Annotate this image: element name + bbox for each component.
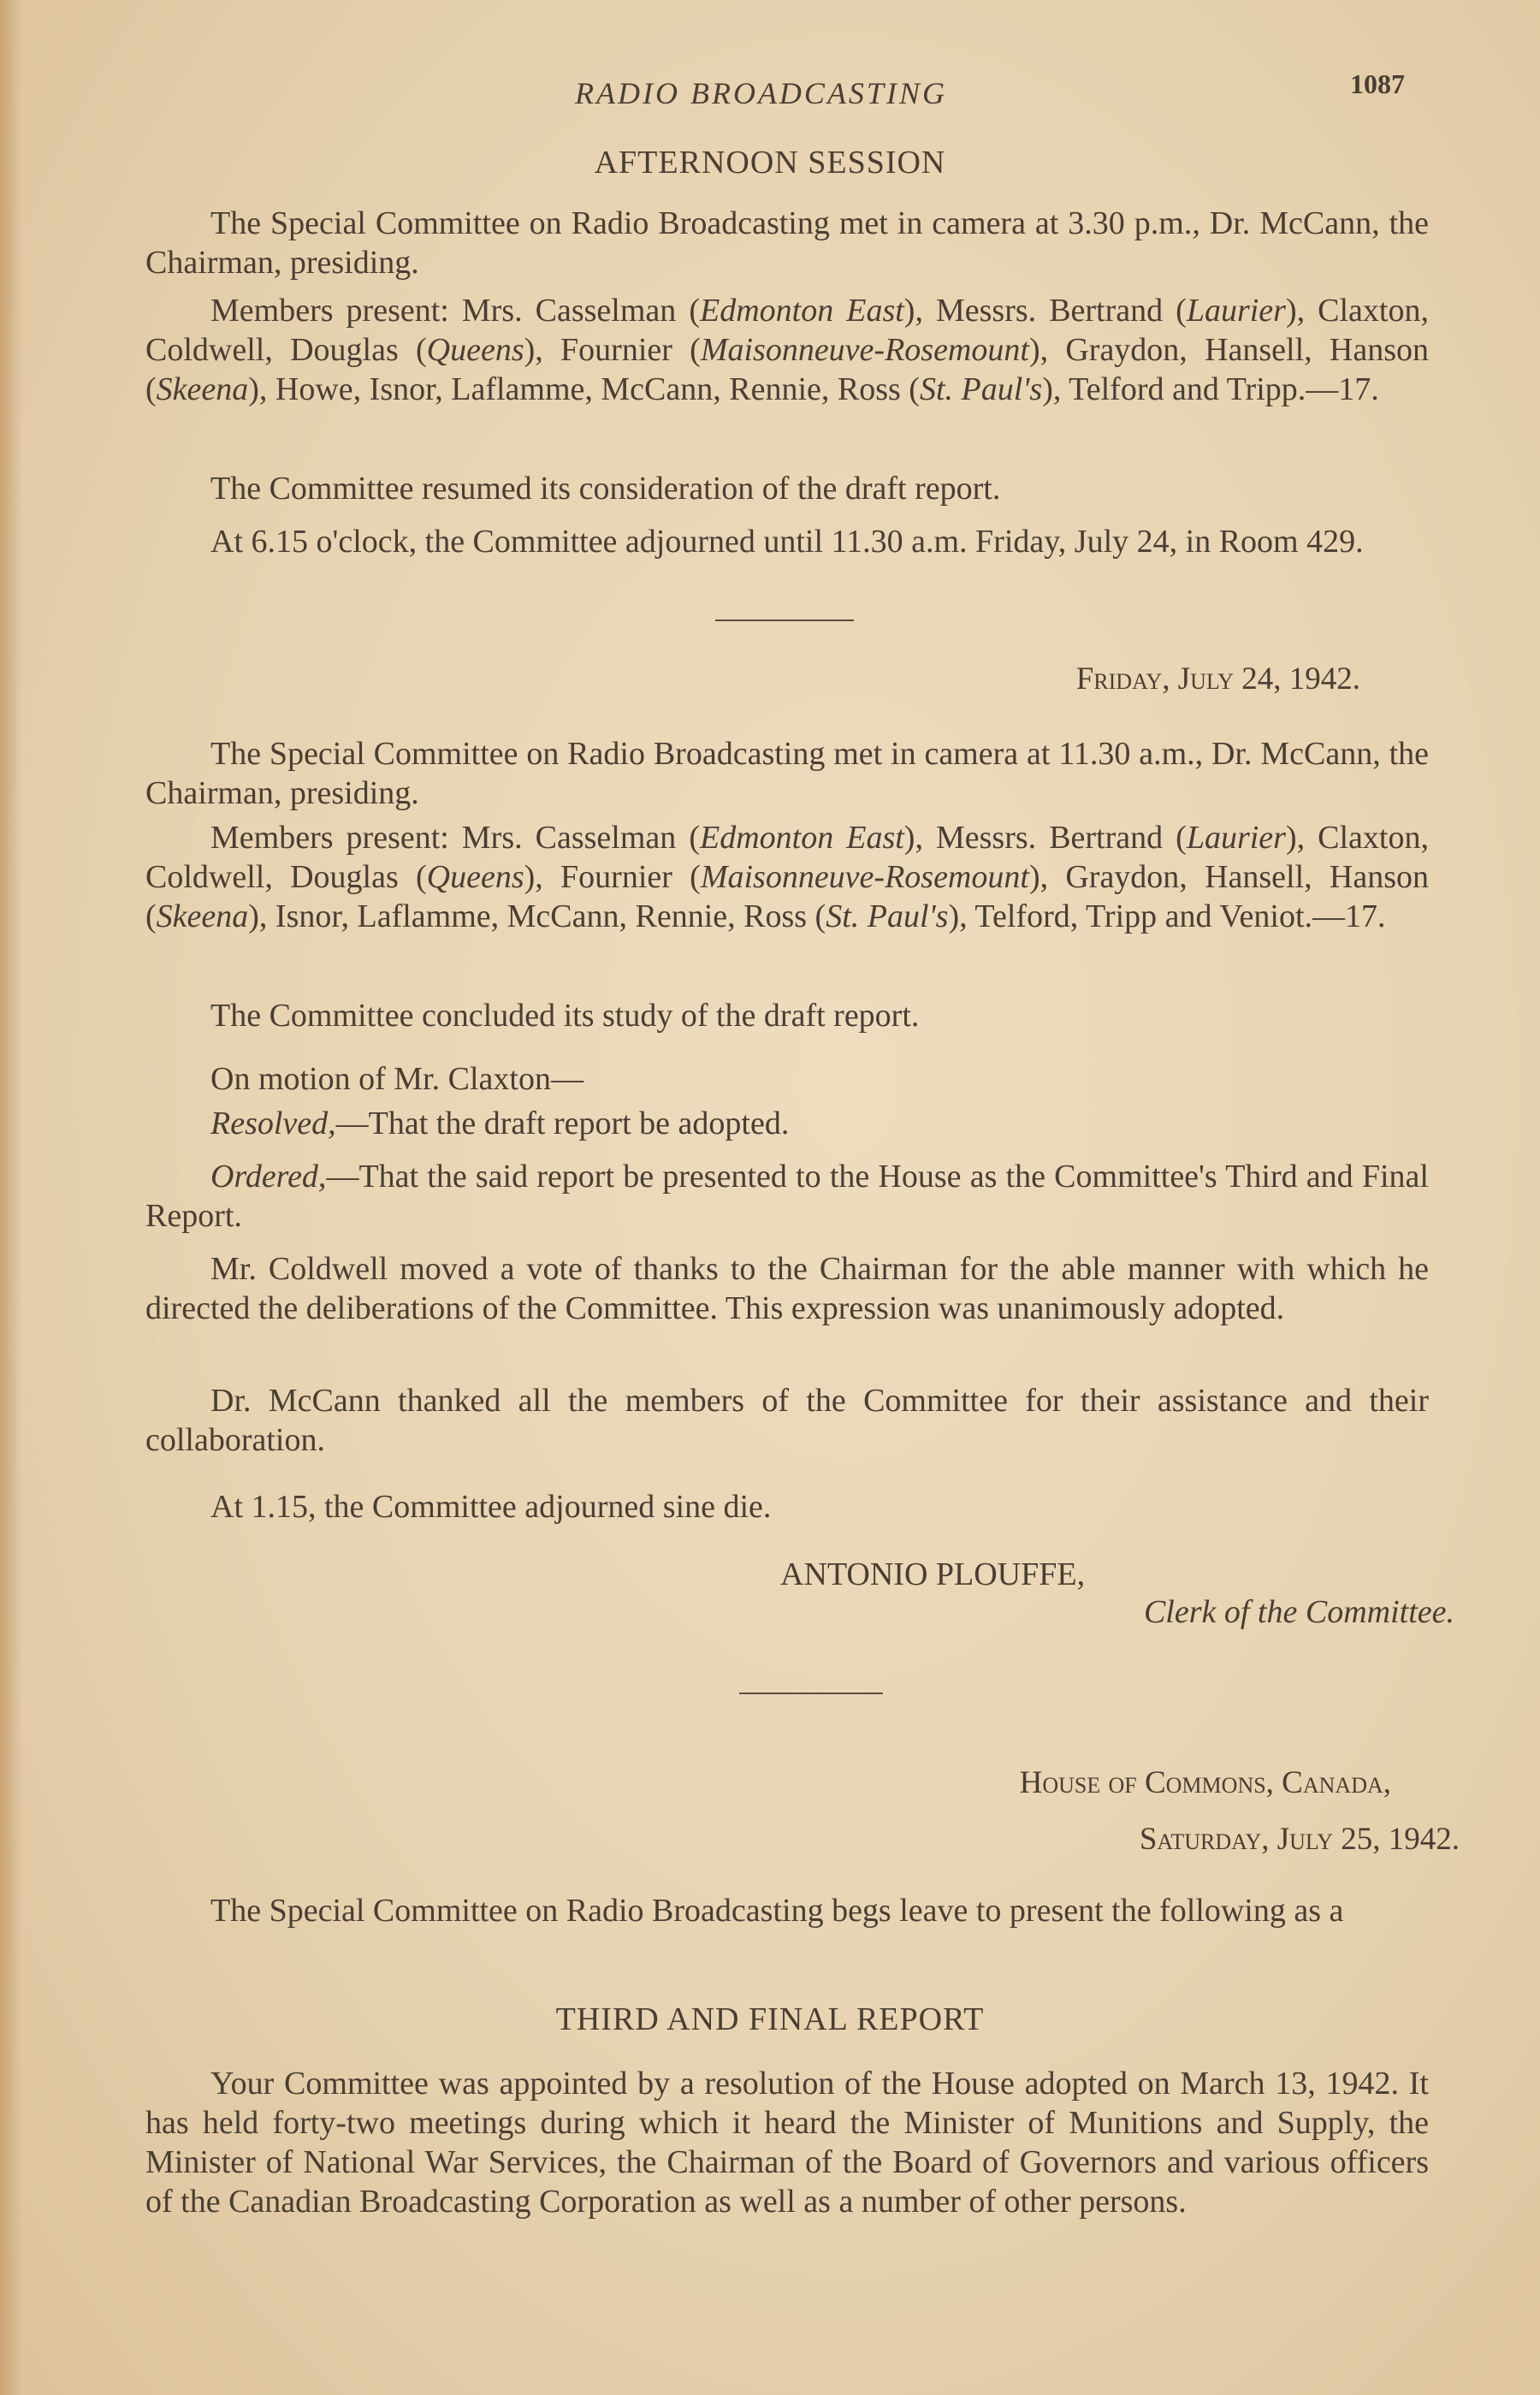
report-date: Saturday, July 25, 1942. [1139,1822,1460,1857]
section-divider-2 [739,1693,883,1694]
report-intro-paragraph: The Special Committee on Radio Broadcasting begs leave to present the following as a [210,1893,1344,1929]
adjournment-line: At 1.15, the Committee adjourned sine die. [210,1489,772,1525]
friday-concluded-paragraph: The Committee concluded its study of the draft report. [210,998,920,1034]
page-number: 1087 [1350,68,1405,99]
friday-opening-paragraph: The Special Committee on Radio Broadcasting met in camera at 11.30 a.m., Dr. McCann, the Chairman, presiding. [145,736,1429,811]
vote-of-thanks-paragraph: Mr. Coldwell moved a vote of thanks to the Chairman for the able manner with which he directed the deliberations of the Committee. This expression was unanimously adopted. [145,1251,1429,1326]
clerk-title: Clerk of the Committee. [1143,1594,1454,1630]
afternoon-members-present: Members present: Mrs. Casselman (Edmonton East), Messrs. Bertrand (Laurier), Claxton, Coldwell, Douglas (Queens), Fournier (Maisonneuve-Rosemount), Graydon, Hansell, Hanson (Skeena), Howe, Isnor, Laflamme, McCann, Rennie, Ross (St. Paul's), Telford and Tripp.—17. [145,293,1429,407]
report-place: House of Commons, Canada, [1019,1765,1391,1800]
afternoon-adjourned-paragraph: At 6.15 o'clock, the Committee adjourned until 11.30 a.m. Friday, July 24, in Room 429. [210,524,1364,560]
running-head-title: RADIO BROADCASTING [575,76,947,110]
friday-session-date: Friday, July 24, 1942. [1075,661,1360,697]
ordered-paragraph: Ordered,—That the said report be presented to the House as the Committee's Third and Final Report. [145,1159,1429,1234]
motion-line: On motion of Mr. Claxton— [210,1061,583,1097]
report-body-paragraph: Your Committee was appointed by a resolution of the House adopted on March 13, 1942. It has held forty-two meetings during which it heard the Minister of Munitions and Supply, the Minister of National War Services, the Chairman of the Board of Governors and various officers of the Canadian Broadcasting Corporation as well as a number of other persons. [145,2066,1429,2220]
report-heading: THIRD AND FINAL REPORT [555,2001,985,2037]
friday-members-present: Members present: Mrs. Casselman (Edmonton East), Messrs. Bertrand (Laurier), Claxton, Coldwell, Douglas (Queens), Fournier (Maisonneuve-Rosemount), Graydon, Hansell, Hanson (Skeena), Isnor, Laflamme, McCann, Rennie, Ross (St. Paul's), Telford, Tripp and Veniot.—17. [145,820,1429,934]
section-divider [715,619,854,621]
afternoon-opening-paragraph: The Special Committee on Radio Broadcasting met in camera at 3.30 p.m., Dr. McCann, the Chairman, presiding. [145,205,1429,281]
resolved-line: Resolved,—That the draft report be adopted. [210,1106,790,1141]
mccann-thanks-paragraph: Dr. McCann thanked all the members of the Committee for their assistance and their collaboration. [145,1383,1429,1458]
clerk-name: ANTONIO PLOUFFE, [780,1556,1086,1592]
afternoon-session-heading: AFTERNOON SESSION [594,145,946,181]
afternoon-resumed-paragraph: The Committee resumed its consideration of the draft report. [210,471,1001,507]
